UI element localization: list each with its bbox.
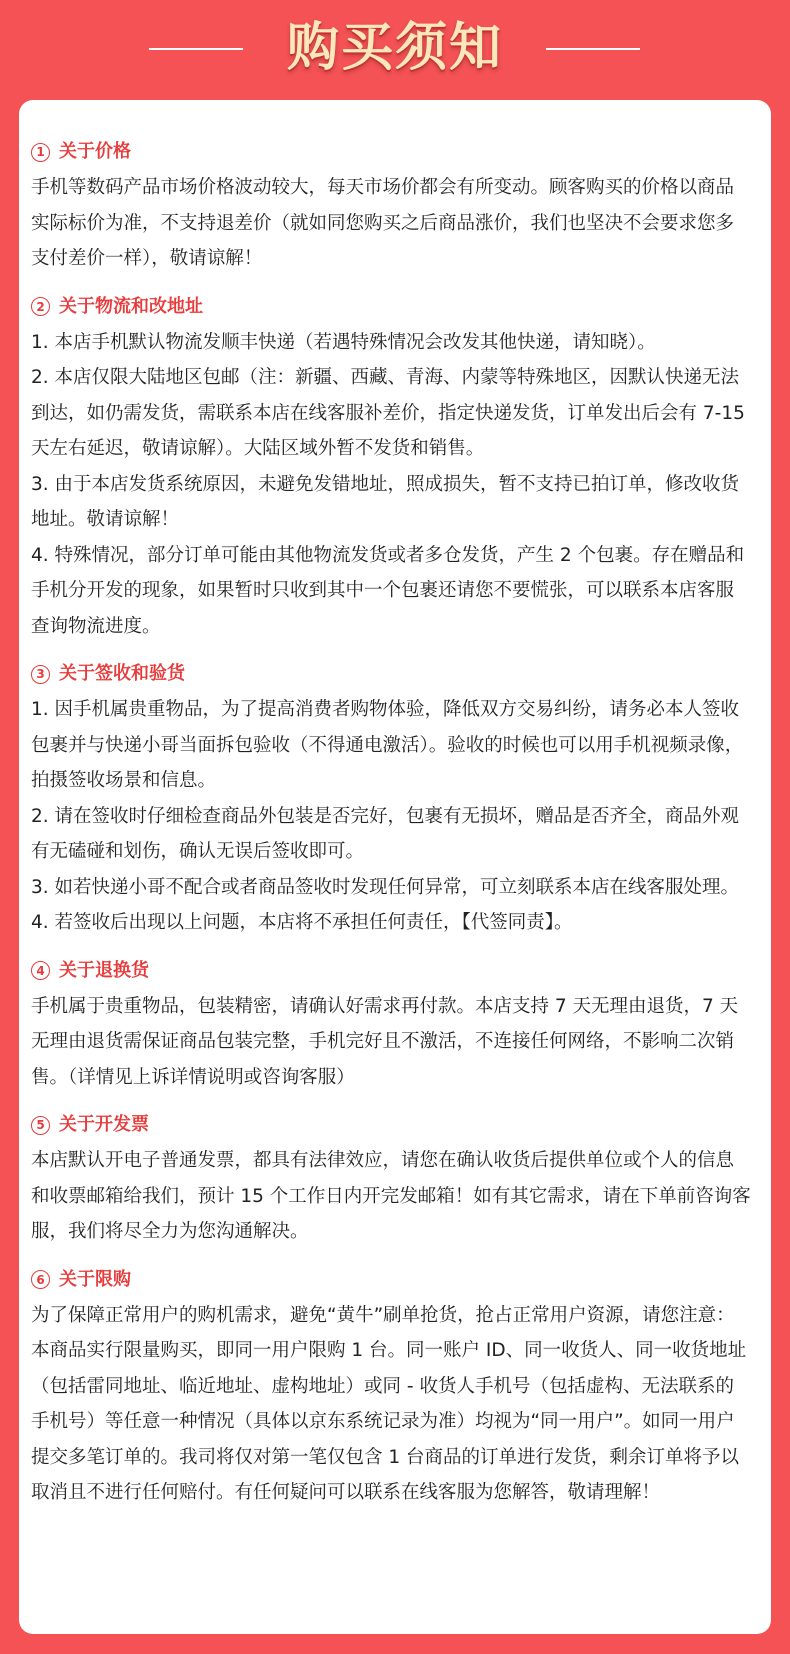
paragraph: 手机属于贵重物品，包装精密，请确认好需求再付款。本店支持 7 天无理由退货，7 天无理由退货需保证商品包装完整，手机完好且不激活，不连接任何网络，不影响二次销售。（详情见上诉详情说明或咨询客服） — [31, 995, 739, 1088]
section-returns — [31, 953, 751, 1096]
section-title — [31, 656, 751, 692]
section-title — [31, 1262, 751, 1298]
paragraph: 2. 本店仅限大陆地区包邮（注：新疆、西藏、青海、内蒙等特殊地区，因默认快递无法到达，如仍需发货，需联系本店在线客服补差价，指定快递发货，订单发出后会有 7-15 天左右延迟，敬请谅解）。大陆区域外暂不发货和销售。 — [31, 367, 745, 459]
section-title-text: 关于签收和验货 — [59, 663, 185, 684]
header-divider-right — [546, 48, 640, 50]
section-invoice — [31, 1107, 751, 1250]
paragraph: 4. 若签收后出现以上问题，本店将不承担任何责任，【代签同责】。 — [31, 912, 573, 933]
paragraph: 4. 特殊情况，部分订单可能由其他物流发货或者多仓发货，产生 2 个包裹。存在赠品和手机分开发的现象，如果暂时只收到其中一个包裹还请您不要慌张，可以联系本店客服查询物流进度。 — [31, 544, 745, 637]
circle-number-icon: 6 — [31, 1270, 50, 1289]
paragraph: 1. 因手机属贵重物品，为了提高消费者购物体验，降低双方交易纠纷，请务必本人签收包裹并与快递小哥当面拆包验收（不得通电激活）。验收的时候也可以用手机视频录像，拍摄签收场景和信息。 — [31, 699, 744, 791]
paragraph: 2. 请在签收时仔细检查商品外包装是否完好，包裹有无损坏，赠品是否齐全，商品外观有无磕碰和划伤，确认无误后签收即可。 — [31, 805, 740, 862]
circle-number-icon: 4 — [31, 961, 50, 980]
section-title — [31, 289, 751, 325]
notice-card — [19, 100, 771, 1634]
section-title-text: 关于开发票 — [59, 1114, 149, 1135]
circle-number-icon: 2 — [31, 297, 50, 316]
paragraph: 1. 本店手机默认物流发顺丰快递（若遇特殊情况会改发其他快递，请知晓）。 — [31, 331, 656, 353]
paragraph: 为了保障正常用户的购机需求，避免“黄牛”刷单抢货，抢占正常用户资源，请您注意：本商品实行限量购买，即同一用户限购 1 台。同一账户 ID、同一收货人、同一收货地址（包括雷同地址、临近地址、虚构地址）或同 - 收货人手机号（包括虚构、无法联系的手机号）等任意一种情况（具体以京东系统记录为准）均视为“同一用户”。如同一用户提交多笔订单的。我司将仅对第一笔仅包含 1 台商品的订单进行发货，剩余订单将予以取消且不进行任何赔付。有任何疑问可以联系在线客服为您解答，敬请理解！ — [31, 1304, 747, 1503]
section-title-text: 关于价格 — [59, 141, 131, 162]
paragraph: 本店默认开电子普通发票，都具有法律效应，请您在确认收货后提供单位或个人的信息和收票邮箱给我们，预计 15 个工作日内开完发邮箱！如有其它需求，请在下单前咨询客服，我们将尽全力为您沟通解决。 — [31, 1150, 751, 1242]
circle-number-icon: 5 — [31, 1116, 50, 1135]
section-title-text: 关于退换货 — [59, 959, 149, 981]
circle-number-icon: 1 — [31, 143, 50, 162]
section-title-text: 关于限购 — [59, 1268, 131, 1290]
paragraph: 3. 如若快递小哥不配合或者商品签收时发现任何异常，可立刻联系本店在线客服处理。 — [31, 876, 740, 898]
section-logistics — [31, 289, 751, 645]
section-title — [31, 953, 751, 989]
circle-number-icon: 3 — [31, 665, 50, 684]
section-title — [31, 134, 751, 170]
paragraph: 3. 由于本店发货系统原因，未避免发错地址，照成损失，暂不支持已拍订单，修改收货地址。敬请谅解！ — [31, 473, 740, 530]
paragraph: 手机等数码产品市场价格波动较大，每天市场价都会有所变动。顾客购买的价格以商品实际标价为准，不支持退差价（就如同您购买之后商品涨价，我们也坚决不会要求您多支付差价一样），敬请谅解！ — [31, 177, 735, 269]
header — [0, 0, 790, 100]
section-price — [31, 134, 751, 277]
section-title — [31, 1107, 751, 1143]
section-title-text: 关于物流和改地址 — [59, 295, 203, 317]
page-title: 购买须知 — [286, 18, 503, 78]
section-inspection — [31, 656, 751, 941]
section-purchase-limit — [31, 1262, 751, 1511]
